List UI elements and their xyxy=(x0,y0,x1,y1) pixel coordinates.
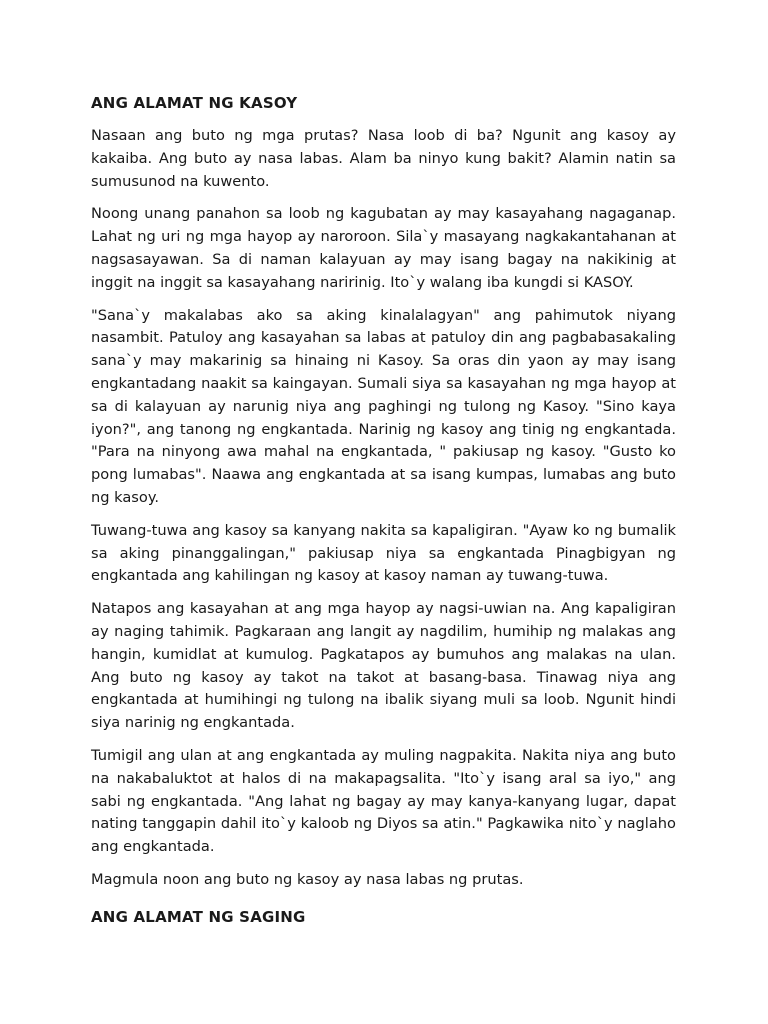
paragraph-1: Nasaan ang buto ng mga prutas? Nasa loob di ba? Ngunit ang kasoy ay kakaiba. Ang buto ay nasa labas. Alam ba ninyo kung bakit? Alamin natin sa sumusunod na kuwento. xyxy=(91,127,676,190)
document-page xyxy=(91,92,676,939)
paragraph-3: "Sana`y makalabas ako sa aking kinalalagyan" ang pahimutok niyang nasambit. Patuloy ang kasayahan sa labas at patuloy din ang pagbabasakaling sana`y may makarinig sa hinaing ni Kasoy. Sa oras din yaon ay may isang engkantadang naakit sa kaingayan. Sumali siya sa kasayahan ng mga hayop at sa di kalayuan ay narunig niya ang paghingi ng tulong ng Kasoy. "Sino kaya iyon?", ang tanong ng engkantada. Narinig ng kasoy ang tinig ng engkantada. "Para na ninyong awa mahal na engkantada, " pakiusap ng kasoy. "Gusto ko pong lumabas". Naawa ang engkantada at sa isang kumpas, lumabas ang buto ng kasoy. xyxy=(91,306,676,506)
paragraph-4: Tuwang-tuwa ang kasoy sa kanyang nakita sa kapaligiran. "Ayaw ko ng bumalik sa aking pinanggalingan," pakiusap niya sa engkantada Pinagbigyan ng engkantada ang kahilingan ng kasoy at kasoy naman ay tuwang-tuwa. xyxy=(91,521,676,585)
story-title-kasoy: ANG ALAMAT NG KASOY xyxy=(91,94,298,112)
paragraph-6: Tumigil ang ulan at ang engkantada ay muling nagpakita. Nakita niya ang buto na nakabaluktot at halos di na makapagsalita. "Ito`y isang aral sa iyo," ang sabi ng engkantada. "Ang lahat ng bagay ay may kanya-kanyang lugar, dapat nating tanggapin dahil ito`y kaloob ng Diyos sa atin." Pagkawika nito`y naglaho ang engkantada. xyxy=(91,746,676,856)
paragraph-2: Noong unang panahon sa loob ng kagubatan ay may kasayahang nagaganap. Lahat ng uri ng mga hayop ay naroroon. Sila`y masayang nagkakantahanan at nagsasayawan. Sa di naman kalayuan ay may isang bagay na nakikinig at inggit na inggit sa kasayahang naririnig. Ito`y walang iba kungdi si KASOY. xyxy=(91,205,676,291)
paragraph-7: Magmula noon ang buto ng kasoy ay nasa labas ng prutas. xyxy=(91,870,524,888)
story-title-saging: ANG ALAMAT NG SAGING xyxy=(91,907,306,926)
paragraph-5: Natapos ang kasayahan at ang mga hayop ay nagsi-uwian na. Ang kapaligiran ay naging tahimik. Pagkaraan ang langit ay nagdilim, humihip ng malakas ang hangin, kumidlat at kumulog. Pagkatapos ay bumuhos ang malakas na ulan. Ang buto ng kasoy ay takot na takot at basang-basa. Tinawag niya ang engkantada at humihingi ng tulong na ibalik siyang muli sa loob. Ngunit hindi siya narinig ng engkantada. xyxy=(91,600,676,732)
